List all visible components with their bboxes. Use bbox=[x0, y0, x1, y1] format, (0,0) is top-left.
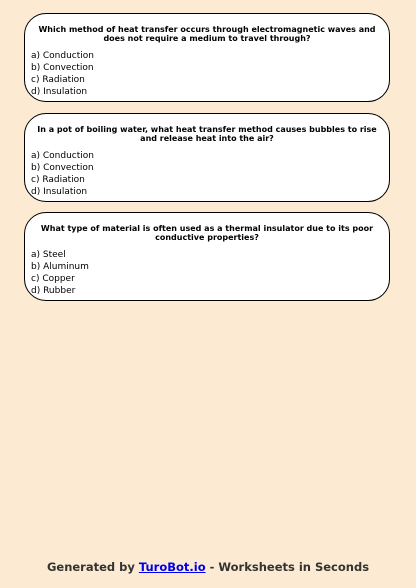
option-d: d) Insulation bbox=[31, 87, 88, 97]
option-a: a) Conduction bbox=[31, 151, 94, 161]
option-d: d) Insulation bbox=[31, 187, 88, 197]
footer-prefix: Generated by bbox=[46, 560, 139, 574]
option-list bbox=[25, 150, 389, 198]
question-text: What type of material is often used as a thermal insulator due to its poor conductive properties? bbox=[40, 224, 374, 242]
option-b: b) Aluminum bbox=[31, 262, 89, 272]
question-card-1 bbox=[24, 13, 390, 102]
question-card-3 bbox=[24, 212, 390, 301]
option-c: c) Radiation bbox=[31, 175, 85, 185]
question-card-2 bbox=[24, 113, 390, 202]
footer bbox=[0, 560, 416, 574]
option-d: d) Rubber bbox=[31, 286, 76, 296]
question-text: Which method of heat transfer occurs through electromagnetic waves and does not require a medium to travel through? bbox=[38, 25, 376, 43]
option-b: b) Convection bbox=[31, 163, 94, 173]
option-c: c) Radiation bbox=[31, 75, 85, 85]
footer-suffix: - Worksheets in Seconds bbox=[205, 560, 370, 574]
option-a: a) Conduction bbox=[31, 51, 94, 61]
option-list bbox=[25, 249, 389, 297]
option-a: a) Steel bbox=[31, 250, 66, 260]
question-text: In a pot of boiling water, what heat transfer method causes bubbles to rise and release heat into the air? bbox=[37, 125, 377, 143]
option-list bbox=[25, 50, 389, 98]
turobot-link[interactable]: TuroBot.io bbox=[138, 560, 206, 574]
option-b: b) Convection bbox=[31, 63, 94, 73]
option-c: c) Copper bbox=[31, 274, 75, 284]
